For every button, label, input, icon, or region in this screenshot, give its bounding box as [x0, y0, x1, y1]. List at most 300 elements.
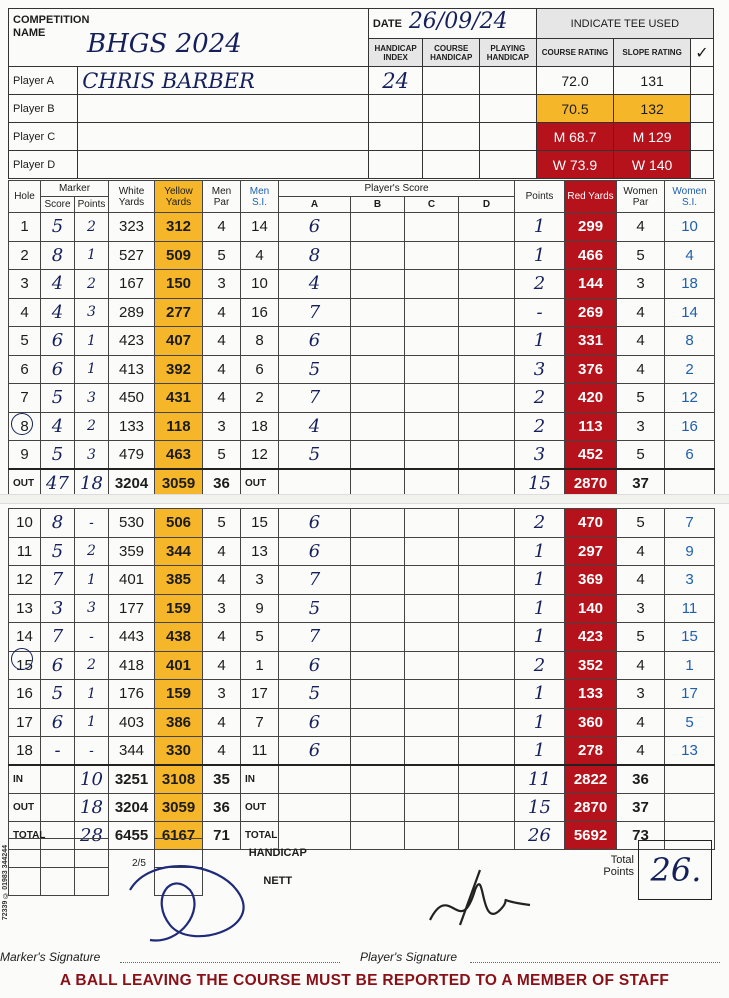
white-yards: 413 [109, 355, 155, 384]
marker-points-total: 18 [75, 469, 109, 497]
hole-number: 5 [9, 327, 41, 356]
player-c-score [405, 441, 459, 470]
white-total: 6455 [109, 821, 155, 849]
women-par: 4 [617, 213, 665, 242]
men-par-total: 36 [203, 793, 241, 821]
yellow-yards: 506 [155, 509, 203, 538]
red-yards: 113 [565, 412, 617, 441]
player-b-score [351, 384, 405, 413]
player-a-total [279, 469, 351, 497]
white-yards: 450 [109, 384, 155, 413]
men-par-total: 35 [203, 765, 241, 793]
men-si: 6 [241, 355, 279, 384]
hole-row [9, 651, 715, 680]
col-marker: Marker [41, 181, 109, 197]
women-si: 1 [665, 651, 715, 680]
total-points-label: Total Points [603, 854, 634, 878]
total-label: OUT [9, 469, 41, 497]
women-si: 4 [665, 241, 715, 270]
hole-row [9, 594, 715, 623]
points: - [515, 298, 565, 327]
red-yards: 331 [565, 327, 617, 356]
tee-red-men-slope: M 129 [614, 123, 691, 151]
women-si: 14 [665, 298, 715, 327]
player-a-total [279, 793, 351, 821]
women-si: 5 [665, 708, 715, 737]
player-c-score [405, 270, 459, 299]
col-white-yards: White Yards [109, 181, 155, 213]
yellow-yards: 407 [155, 327, 203, 356]
player-a-name: CHRIS BARBER [78, 67, 369, 95]
nett-label: NETT [203, 867, 353, 896]
player-d-score [459, 623, 515, 652]
warning-banner: A BALL LEAVING THE COURSE MUST BE REPORTED TO A MEMBER OF STAFF [59, 972, 670, 989]
men-si: 8 [241, 327, 279, 356]
men-si: 9 [241, 594, 279, 623]
women-si: 17 [665, 680, 715, 709]
women-si-total [665, 765, 715, 793]
marker-score: 5 [41, 213, 75, 242]
player-b-score [351, 651, 405, 680]
hole-row [9, 509, 715, 538]
marker-points: 2 [75, 270, 109, 299]
hole-number: 16 [9, 680, 41, 709]
points: 1 [515, 623, 565, 652]
men-si: 18 [241, 412, 279, 441]
handicap-label: HANDICAP [203, 839, 353, 868]
men-par: 4 [203, 708, 241, 737]
red-yards: 452 [565, 441, 617, 470]
col-marker-score: Score [41, 197, 75, 213]
player-c-score [405, 737, 459, 766]
women-par-total: 37 [617, 793, 665, 821]
women-par: 5 [617, 441, 665, 470]
red-yards: 269 [565, 298, 617, 327]
player-a-score: 7 [279, 298, 351, 327]
player-b-score [351, 623, 405, 652]
points: 1 [515, 537, 565, 566]
yellow-yards: 118 [155, 412, 203, 441]
men-par: 3 [203, 412, 241, 441]
red-yards: 144 [565, 270, 617, 299]
red-yards: 369 [565, 566, 617, 595]
marker-points: 1 [75, 708, 109, 737]
player-d-score [459, 651, 515, 680]
points: 1 [515, 680, 565, 709]
hole-row [9, 355, 715, 384]
yellow-total: 3108 [155, 765, 203, 793]
player-b-score [351, 327, 405, 356]
marker-points: 1 [75, 241, 109, 270]
yellow-yards: 159 [155, 680, 203, 709]
men-par: 4 [203, 355, 241, 384]
yellow-total: 3059 [155, 793, 203, 821]
yellow-yards: 277 [155, 298, 203, 327]
hole-number: 15 [9, 651, 41, 680]
women-par: 3 [617, 270, 665, 299]
marker-points: 1 [75, 355, 109, 384]
col-player-d: D [459, 197, 515, 213]
player-a-score: 7 [279, 384, 351, 413]
women-si: 16 [665, 412, 715, 441]
red-yards: 376 [565, 355, 617, 384]
points: 2 [515, 651, 565, 680]
player-c-score [405, 680, 459, 709]
tee-white-rating: 72.0 [536, 67, 614, 95]
red-yards: 352 [565, 651, 617, 680]
men-par: 3 [203, 594, 241, 623]
player-a-total [279, 765, 351, 793]
hole-row [9, 537, 715, 566]
hole-number: 1 [9, 213, 41, 242]
player-c-playing-hcp [480, 123, 537, 151]
red-total: 2870 [565, 469, 617, 497]
red-yards: 140 [565, 594, 617, 623]
col-player-b: B [351, 197, 405, 213]
col-course-rating: COURSE RATING [536, 39, 614, 67]
front-nine-table [8, 180, 715, 498]
tee-red-men-rating: M 68.7 [536, 123, 614, 151]
hole-number: 9 [9, 441, 41, 470]
player-a-score: 5 [279, 355, 351, 384]
tee-yellow-rating: 70.5 [536, 95, 614, 123]
player-d-total [459, 469, 515, 497]
player-b-score [351, 509, 405, 538]
white-yards: 401 [109, 566, 155, 595]
women-si: 3 [665, 566, 715, 595]
player-d-score [459, 594, 515, 623]
player-c-score [405, 594, 459, 623]
marker-points: 3 [75, 441, 109, 470]
men-par: 4 [203, 623, 241, 652]
tee-label: INDICATE TEE USED [536, 9, 713, 39]
marker-points: 2 [75, 412, 109, 441]
col-points: Points [515, 181, 565, 213]
player-d-score [459, 680, 515, 709]
hole-row [9, 298, 715, 327]
yellow-yards: 392 [155, 355, 203, 384]
points-total: 11 [515, 765, 565, 793]
yellow-yards: 386 [155, 708, 203, 737]
player-d-score [459, 537, 515, 566]
player-d-score [459, 213, 515, 242]
points-total: 15 [515, 793, 565, 821]
player-a-score: 6 [279, 537, 351, 566]
player-a-label: Player A [9, 67, 78, 95]
player-c-label: Player C [9, 123, 78, 151]
marker-score: - [41, 737, 75, 766]
women-par: 5 [617, 623, 665, 652]
player-d-score [459, 241, 515, 270]
player-d-total [459, 765, 515, 793]
hole-number: 12 [9, 566, 41, 595]
white-yards: 527 [109, 241, 155, 270]
player-d-score [459, 355, 515, 384]
player-d-total [459, 793, 515, 821]
total-label: TOTAL [9, 821, 41, 849]
col-hole: Hole [9, 181, 41, 213]
player-c-score [405, 412, 459, 441]
player-b-score [351, 441, 405, 470]
hole-row [9, 270, 715, 299]
hole-8-circle [11, 413, 33, 435]
player-b-score [351, 270, 405, 299]
red-yards: 133 [565, 680, 617, 709]
men-par-total: 71 [203, 821, 241, 849]
men-si: 17 [241, 680, 279, 709]
player-c-score [405, 623, 459, 652]
hole-row [9, 384, 715, 413]
points-total: 26 [515, 821, 565, 849]
player-c-total [405, 765, 459, 793]
col-men-si: Men S.I. [241, 181, 279, 213]
total-label-2: OUT [241, 469, 279, 497]
yellow-yards: 431 [155, 384, 203, 413]
marker-score-total: 47 [41, 469, 75, 497]
men-par: 3 [203, 680, 241, 709]
player-a-score: 6 [279, 327, 351, 356]
player-b-score [351, 355, 405, 384]
player-d-label: Player D [9, 151, 78, 179]
marker-score: 8 [41, 509, 75, 538]
women-par: 4 [617, 298, 665, 327]
player-a-score: 6 [279, 737, 351, 766]
women-si: 10 [665, 213, 715, 242]
player-c-total [405, 793, 459, 821]
player-d-score [459, 441, 515, 470]
points: 2 [515, 384, 565, 413]
men-par: 4 [203, 651, 241, 680]
men-si: 7 [241, 708, 279, 737]
men-par: 4 [203, 737, 241, 766]
hole-row [9, 327, 715, 356]
tee-yellow-tick [690, 95, 713, 123]
player-b-course-hcp [423, 95, 480, 123]
men-si: 1 [241, 651, 279, 680]
women-par: 3 [617, 680, 665, 709]
tee-red-women-rating: W 73.9 [536, 151, 614, 179]
player-signature-label: Player's Signature [360, 950, 458, 964]
date-cell [368, 9, 536, 39]
player-c-name [78, 123, 369, 151]
hole-row [9, 412, 715, 441]
player-c-score [405, 327, 459, 356]
women-par-total: 37 [617, 469, 665, 497]
points: 2 [515, 270, 565, 299]
points: 1 [515, 594, 565, 623]
player-d-score [459, 270, 515, 299]
player-a-score: 6 [279, 509, 351, 538]
player-d-playing-hcp [480, 151, 537, 179]
player-b-index [368, 95, 423, 123]
player-c-score [405, 708, 459, 737]
tee-white-tick [690, 67, 713, 95]
white-yards: 177 [109, 594, 155, 623]
player-a-course-hcp [423, 67, 480, 95]
player-c-score [405, 384, 459, 413]
white-yards: 323 [109, 213, 155, 242]
hole-number: 2 [9, 241, 41, 270]
player-b-score [351, 594, 405, 623]
competition-value: BHGS 2024 [87, 29, 242, 59]
player-a-score: 7 [279, 623, 351, 652]
women-si: 9 [665, 537, 715, 566]
hole-number: 10 [9, 509, 41, 538]
player-d-index [368, 151, 423, 179]
women-si: 13 [665, 737, 715, 766]
women-par: 5 [617, 509, 665, 538]
col-women-si: Women S.I. [665, 181, 715, 213]
red-yards: 299 [565, 213, 617, 242]
player-d-course-hcp [423, 151, 480, 179]
tee-red-women-slope: W 140 [614, 151, 691, 179]
player-b-score [351, 680, 405, 709]
marker-score: 4 [41, 298, 75, 327]
women-par-total: 73 [617, 821, 665, 849]
player-c-total [405, 469, 459, 497]
marker-score-total [41, 793, 75, 821]
points: 1 [515, 241, 565, 270]
marker-points-total: 28 [75, 821, 109, 849]
points: 1 [515, 213, 565, 242]
marker-points: - [75, 737, 109, 766]
player-b-score [351, 241, 405, 270]
men-si: 13 [241, 537, 279, 566]
marker-score: 5 [41, 384, 75, 413]
marker-points: - [75, 509, 109, 538]
men-par: 4 [203, 566, 241, 595]
player-b-total [351, 765, 405, 793]
marker-points: 2 [75, 213, 109, 242]
yellow-yards: 344 [155, 537, 203, 566]
marker-signature-scribble [110, 850, 280, 960]
total-row [9, 469, 715, 497]
player-signature-line [470, 962, 720, 963]
hole-number: 11 [9, 537, 41, 566]
player-b-total [351, 793, 405, 821]
white-yards: 423 [109, 327, 155, 356]
women-si: 6 [665, 441, 715, 470]
white-total: 3204 [109, 469, 155, 497]
player-d-score [459, 509, 515, 538]
hole-row [9, 441, 715, 470]
women-par: 4 [617, 651, 665, 680]
player-b-score [351, 566, 405, 595]
white-yards: 359 [109, 537, 155, 566]
player-a-score: 5 [279, 441, 351, 470]
red-yards: 297 [565, 537, 617, 566]
player-d-score [459, 327, 515, 356]
points: 1 [515, 737, 565, 766]
women-par-total: 36 [617, 765, 665, 793]
hole-row [9, 680, 715, 709]
white-yards: 289 [109, 298, 155, 327]
total-points-value: 26. [650, 851, 702, 889]
player-c-index [368, 123, 423, 151]
player-a-score: 4 [279, 412, 351, 441]
points: 2 [515, 412, 565, 441]
women-par: 4 [617, 355, 665, 384]
men-si: 5 [241, 623, 279, 652]
men-si: 4 [241, 241, 279, 270]
women-par: 4 [617, 737, 665, 766]
date-label: DATE [372, 17, 402, 30]
marker-points: - [75, 623, 109, 652]
side-print: 72339 © 01983 344244 [2, 845, 9, 921]
yellow-yards: 463 [155, 441, 203, 470]
col-women-par: Women Par [617, 181, 665, 213]
marker-score: 7 [41, 623, 75, 652]
marker-score: 7 [41, 566, 75, 595]
women-par: 4 [617, 327, 665, 356]
yellow-yards: 159 [155, 594, 203, 623]
marker-points: 2 [75, 537, 109, 566]
player-a-score: 4 [279, 270, 351, 299]
player-d-score [459, 708, 515, 737]
yellow-total: 6167 [155, 821, 203, 849]
player-signature-scribble [420, 860, 550, 950]
men-si: 2 [241, 384, 279, 413]
player-a-score: 6 [279, 213, 351, 242]
col-red-yards: Red Yards [565, 181, 617, 213]
men-si: 10 [241, 270, 279, 299]
hole-number: 13 [9, 594, 41, 623]
hole-number: 14 [9, 623, 41, 652]
red-yards: 470 [565, 509, 617, 538]
date-value: 26/09/24 [408, 9, 508, 34]
player-b-score [351, 298, 405, 327]
player-c-course-hcp [423, 123, 480, 151]
hole-row [9, 708, 715, 737]
yellow-yards: 312 [155, 213, 203, 242]
men-si: 16 [241, 298, 279, 327]
hole-row [9, 213, 715, 242]
red-yards: 423 [565, 623, 617, 652]
red-total: 2822 [565, 765, 617, 793]
white-yards: 418 [109, 651, 155, 680]
men-par: 4 [203, 537, 241, 566]
marker-score: 6 [41, 355, 75, 384]
men-si: 12 [241, 441, 279, 470]
player-d-score [459, 566, 515, 595]
player-d-score [459, 737, 515, 766]
marker-score: 6 [41, 327, 75, 356]
hole-number: 8 [9, 412, 41, 441]
yellow-yards: 150 [155, 270, 203, 299]
white-yards: 479 [109, 441, 155, 470]
player-c-score [405, 355, 459, 384]
women-si: 2 [665, 355, 715, 384]
women-par: 5 [617, 384, 665, 413]
player-a-index: 24 [368, 67, 423, 95]
marker-points: 3 [75, 298, 109, 327]
player-a-score: 6 [279, 708, 351, 737]
red-yards: 360 [565, 708, 617, 737]
men-si: 3 [241, 566, 279, 595]
women-si: 15 [665, 623, 715, 652]
player-b-score [351, 737, 405, 766]
total-points-box [566, 840, 714, 900]
hole-row [9, 623, 715, 652]
player-b-score [351, 708, 405, 737]
hole-number: 18 [9, 737, 41, 766]
marker-points: 2 [75, 651, 109, 680]
marker-score: 8 [41, 241, 75, 270]
marker-score: 5 [41, 441, 75, 470]
player-d-score [459, 384, 515, 413]
col-player-a: A [279, 197, 351, 213]
men-par: 4 [203, 213, 241, 242]
